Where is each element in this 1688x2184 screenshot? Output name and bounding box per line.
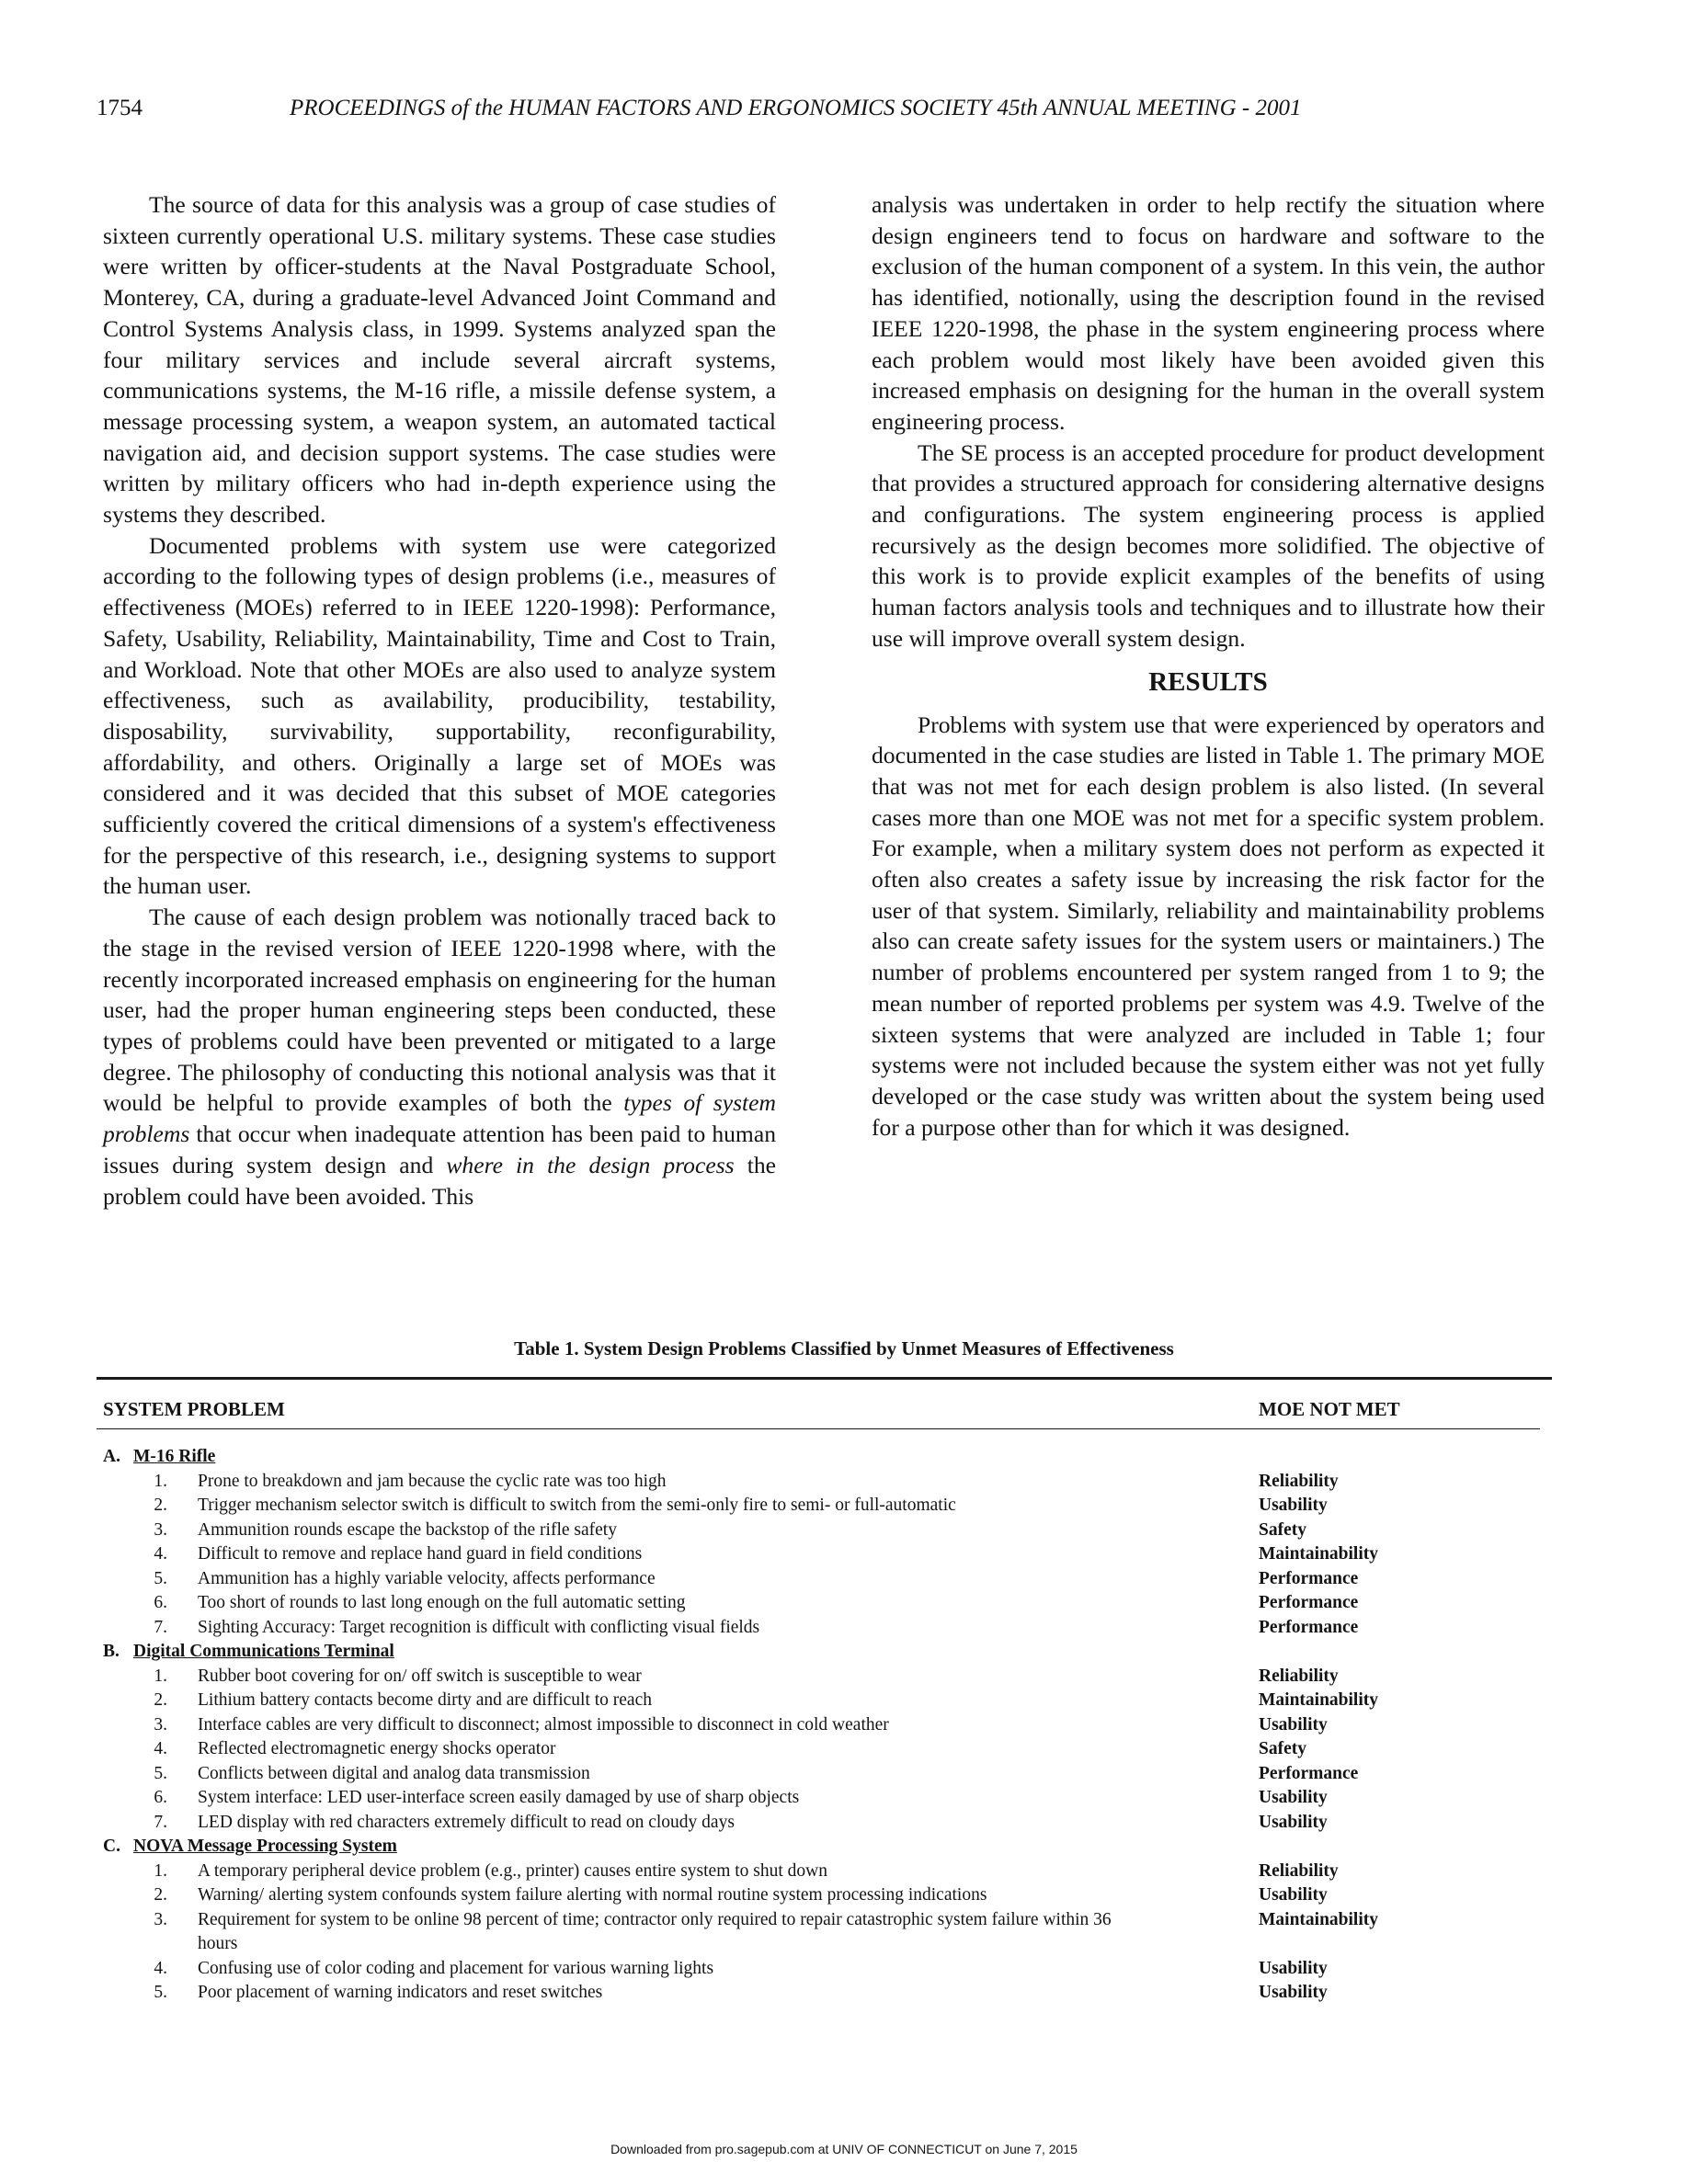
group-system-name: NOVA Message Processing System: [133, 1837, 397, 1856]
moe-not-met-value: Maintainability: [1259, 1690, 1379, 1710]
emphasis-where-in-process: where in the design process: [446, 1151, 735, 1178]
moe-not-met-value: Reliability: [1259, 1471, 1339, 1491]
problem-description: Confusing use of color coding and placement for various warning lights: [198, 1958, 714, 1978]
emphasis-types-of-problems: types of system problems: [103, 1089, 776, 1148]
problem-description: Ammunition rounds escape the backstop of the rifle safety: [198, 1519, 617, 1540]
table-row: [0, 1470, 1688, 1495]
table-row: [0, 1567, 1688, 1592]
table-row: [0, 1737, 1688, 1762]
text-run: the problem could have been avoided. This: [103, 1151, 776, 1210]
table-body: [0, 1445, 1688, 2006]
problem-number: 4.: [154, 1958, 167, 1978]
moe-not-met-value: Performance: [1259, 1568, 1359, 1588]
moe-not-met-value: Performance: [1259, 1593, 1359, 1612]
table-row: [0, 1519, 1688, 1543]
problem-description: LED display with red characters extremely difficult to read on cloudy days: [198, 1812, 735, 1832]
page-number: 1754: [97, 96, 143, 120]
problem-number: 5.: [154, 1983, 167, 2002]
table-row: [0, 1811, 1688, 1836]
paragraph-continuation: analysis was undertaken in order to help rectify the situation where design engineers tend to focus on hardware and software to the exclusion of the human component of a system. In this vein, the author has identified, notionally, using the description found in the revised IEEE 1220-1998, the phase in the system engineering process where each problem would most likely have been avoided given this increased emphasis on designing for the human in the overall system engineering process.: [872, 191, 1545, 435]
problem-description: Prone to breakdown and jam because the cyclic rate was too high: [198, 1471, 667, 1491]
problem-description: A temporary peripheral device problem (e.g., printer) causes entire system to shut down: [198, 1860, 827, 1881]
problem-number: 2.: [154, 1690, 167, 1710]
table-row: [0, 1883, 1688, 1908]
problem-number: 4.: [154, 1544, 167, 1564]
problem-description: Warning/ alerting system confounds system failure alerting with normal routine system processing indications: [198, 1885, 987, 1905]
table-caption: Table 1. System Design Problems Classified by Unmet Measures of Effectiveness: [514, 1337, 1174, 1359]
running-header: PROCEEDINGS of the HUMAN FACTORS AND ERGONOMICS SOCIETY 45th ANNUAL MEETING - 2001: [290, 96, 1302, 120]
moe-not-met-value: Reliability: [1259, 1666, 1339, 1686]
moe-not-met-value: Usability: [1259, 1496, 1328, 1515]
problem-number: 7.: [154, 1617, 167, 1637]
problem-number: 1.: [154, 1860, 167, 1881]
problem-description: Too short of rounds to last long enough on the full automatic setting: [198, 1593, 686, 1612]
moe-not-met-value: Safety: [1259, 1519, 1306, 1540]
problem-description: Reflected electromagnetic energy shocks operator: [198, 1739, 556, 1758]
problem-description: Difficult to remove and replace hand guard in field conditions: [198, 1544, 643, 1564]
moe-not-met-value: Usability: [1259, 1983, 1328, 2002]
problem-description: Sighting Accuracy: Target recognition is difficult with conflicting visual fields: [198, 1617, 760, 1637]
text-run: The cause of each design problem was notionally traced back to the stage in the revised version of IEEE 1220-1998 where, with the recently incorporated increased emphasis on engineering for the human user, had the proper human engineering steps been conducted, these types of problems could have been prevented or mitigated to a large degree. The philosophy of conducting this notional analysis was that it would be helpful to provide examples of both the: [103, 904, 776, 1117]
table-group-row: [0, 1835, 1688, 1860]
table-row: [0, 1762, 1688, 1787]
group-system-name: M-16 Rifle: [133, 1447, 216, 1466]
moe-not-met-value: Maintainability: [1259, 1544, 1379, 1564]
problem-number: 4.: [154, 1739, 167, 1758]
table-row: [0, 1957, 1688, 1982]
table-row: [0, 1665, 1688, 1689]
problem-number: 6.: [154, 1788, 167, 1807]
paragraph-results: Problems with system use that were experienced by operators and documented in the case studies are listed in Table 1. The primary MOE that was not met for each design problem is also listed. (In several cases more than one MOE was not met for a specific system problem. For example, when a military system does not perform as expected it often also creates a safety issue by increasing the risk factor for the user of that system. Similarly, reliability and maintainability problems also can create safety issues for the system users or maintainers.) The number of problems encountered per system ranged from 1 to 9; the mean number of reported problems per system was 4.9. Twelve of the sixteen systems that were analyzed are included in Table 1; four systems were not included because the system either was not yet fully developed or the case study was written about the system being used for a purpose other than for which it was designed.: [872, 711, 1545, 1141]
moe-not-met-value: Usability: [1259, 1885, 1328, 1905]
text-run: that occur when inadequate attention has been paid to human issues during system design and: [103, 1120, 776, 1178]
problem-description: Rubber boot covering for on/ off switch is susceptible to wear: [198, 1666, 642, 1686]
problem-description: Trigger mechanism selector switch is difficult to switch from the semi-only fire to semi- or full-automatic: [198, 1496, 956, 1515]
group-letter: C.: [103, 1837, 120, 1856]
table-header-rule: [97, 1428, 1540, 1429]
problem-description: Poor placement of warning indicators and reset switches: [198, 1983, 603, 2002]
group-letter: A.: [103, 1447, 120, 1466]
problem-description: Interface cables are very difficult to disconnect; almost impossible to disconnect in cold weather: [198, 1714, 889, 1735]
left-column: [103, 189, 776, 1211]
problem-number: 2.: [154, 1885, 167, 1905]
problem-number: 7.: [154, 1812, 167, 1832]
table-top-rule: [97, 1377, 1552, 1380]
moe-not-met-value: Usability: [1259, 1788, 1328, 1807]
problem-number: 3.: [154, 1714, 167, 1735]
problem-description: Conflicts between digital and analog data transmission: [198, 1763, 590, 1783]
paragraph-moe-categories: Documented problems with system use were categorized according to the following types of design problems (i.e., measures of effectiveness (MOEs) referred to in IEEE 1220-1998): Performance, Safety, Usability, Reliability, Maintainability, Time and Cost to Train, and Workload. Note that other MOEs are also used to analyze system effectiveness, such as availability, producibility, testability, disposability, survivability, supportability, reconfigurability, affordability, and others. Originally a large set of MOEs was considered and it was decided that this subset of MOE categories sufficiently covered the critical dimensions of a system's effectiveness for the perspective of this research, i.e., designing systems to support the human user.: [103, 531, 776, 900]
problem-number: 1.: [154, 1666, 167, 1686]
group-letter: B.: [103, 1642, 120, 1661]
problem-number: 5.: [154, 1568, 167, 1588]
table-row: [0, 1713, 1688, 1738]
table-row: [0, 1494, 1688, 1519]
table-row: [0, 1591, 1688, 1616]
section-heading-results: RESULTS: [1148, 666, 1268, 697]
paragraph-cause-tracing: [103, 902, 776, 1211]
moe-not-met-value: Usability: [1259, 1812, 1328, 1832]
column-header-system-problem: SYSTEM PROBLEM: [103, 1398, 285, 1420]
table-group-row: [0, 1445, 1688, 1470]
problem-description: Requirement for system to be online 98 percent of time; contractor only required to repair catastrophic system failure within 36 hours: [198, 1909, 1112, 1953]
table-row: [0, 1981, 1688, 2006]
table-row: [0, 1689, 1688, 1713]
right-column: [872, 189, 1545, 1143]
table-row: [0, 1542, 1688, 1567]
column-header-moe-not-met: MOE NOT MET: [1259, 1398, 1400, 1420]
moe-not-met-value: Usability: [1259, 1714, 1328, 1735]
problem-description: Lithium battery contacts become dirty and are difficult to reach: [198, 1690, 652, 1710]
problem-number: 5.: [154, 1763, 167, 1783]
moe-not-met-value: Performance: [1259, 1617, 1359, 1637]
problem-number: 1.: [154, 1471, 167, 1491]
download-footer: Downloaded from pro.sagepub.com at UNIV OF CONNECTICUT on June 7, 2015: [610, 2142, 1078, 2156]
table-row: [0, 1786, 1688, 1811]
problem-description: Ammunition has a highly variable velocity, affects performance: [198, 1568, 656, 1588]
problem-number: 6.: [154, 1593, 167, 1612]
table-row: [0, 1908, 1688, 1957]
moe-not-met-value: Reliability: [1259, 1860, 1339, 1881]
moe-not-met-value: Safety: [1259, 1739, 1306, 1758]
problem-number: 3.: [154, 1519, 167, 1540]
moe-not-met-value: Usability: [1259, 1958, 1328, 1978]
paragraph-se-process: The SE process is an accepted procedure for product development that provides a structured approach for considering alternative designs and configurations. The system engineering process is applied recursively as the design becomes more solidified. The objective of this work is to provide explicit examples of the benefits of using human factors analysis tools and techniques and to illustrate how their use will improve overall system design.: [872, 438, 1545, 652]
table-row: [0, 1860, 1688, 1884]
moe-not-met-value: Performance: [1259, 1763, 1359, 1783]
table-group-row: [0, 1640, 1688, 1665]
problem-description: System interface: LED user-interface screen easily damaged by use of sharp objects: [198, 1788, 800, 1807]
problem-number: 2.: [154, 1496, 167, 1515]
problem-number: 3.: [154, 1909, 167, 1929]
table-row: [0, 1616, 1688, 1641]
moe-not-met-value: Maintainability: [1259, 1909, 1379, 1929]
paragraph-data-source: The source of data for this analysis was a group of case studies of sixteen currently operational U.S. military systems. These case studies were written by officer-students at the Naval Postgraduate School, Monterey, CA, during a graduate-level Advanced Joint Command and Control Systems Analysis class, in 1999. Systems analyzed span the four military services and include several aircraft systems, communications systems, the M-16 rifle, a missile defense system, a message processing system, a weapon system, an automated tactical navigation aid, and decision support systems. The case studies were written by military officers who had in-depth experience using the systems they described.: [103, 191, 776, 529]
group-system-name: Digital Communications Terminal: [133, 1642, 394, 1661]
